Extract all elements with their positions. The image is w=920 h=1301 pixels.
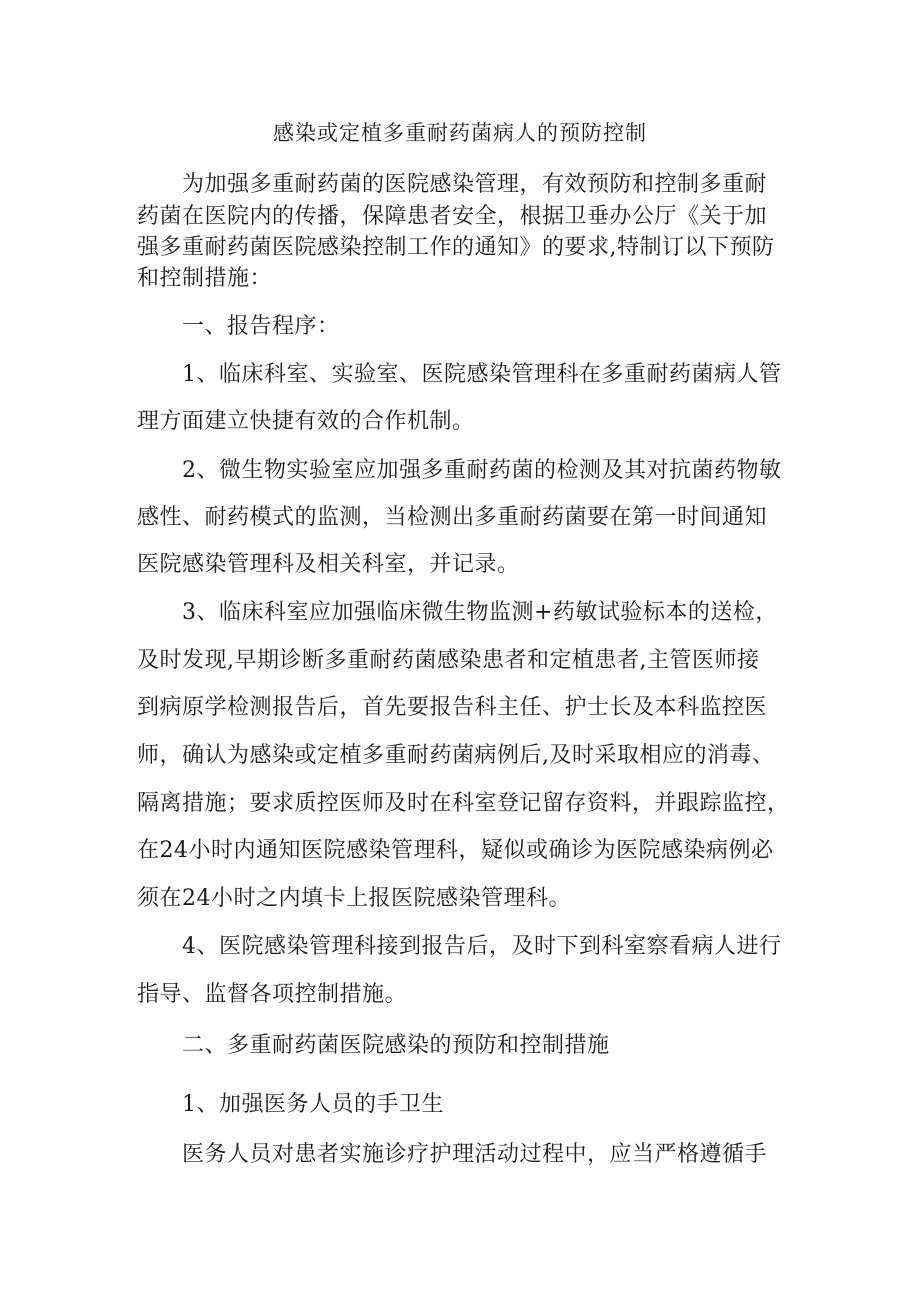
item-3-line-5: 隔离措施；要求质控医师及时在科室登记留存资料，并跟踪监控， (137, 791, 790, 816)
item-3-line-2: 及时发现,早期诊断多重耐药菌感染患者和定植患者,主管医师接 (137, 648, 760, 673)
item-4-line-1: 4、医院感染管理科接到报告后，及时下到科室察看病人进行 (182, 934, 782, 959)
item-3-line-1: 3、临床科室应加强临床微生物监测+药敏试验标本的送检， (182, 600, 778, 625)
subsection-1-heading: 1、加强医务人员的手卫生 (182, 1092, 444, 1117)
intro-line-1: 为加强多重耐药菌的医院感染管理，有效预防和控制多重耐 (182, 172, 768, 197)
intro-line-4: 和控制措施： (137, 266, 273, 291)
document-title: 感染或定植多重耐药菌病人的预防控制 (273, 121, 647, 145)
intro-line-2: 药菌在医院内的传播，保障患者安全，根据卫垂办公厅《关于加 (137, 204, 768, 229)
item-1-line-2: 理方面建立快捷有效的合作机制。 (137, 409, 475, 434)
item-4-line-2: 指导、监督各项控制措施。 (137, 982, 408, 1007)
item-1-line-1: 1、临床科室、实验室、医院感染管理科在多重耐药菌病人管 (182, 362, 782, 387)
item-3-line-4: 师，确认为感染或定植多重耐药菌病例后,及时采取相应的消毒、 (137, 743, 775, 768)
item-3-line-7: 须在24小时之内填卡上报医院感染管理科。 (137, 886, 571, 911)
item-3-line-3: 到病原学检测报告后，首先要报告科主任、护士长及本科监控医 (137, 695, 768, 720)
section-2-heading: 二、多重耐药菌医院感染的预防和控制措施 (182, 1033, 610, 1058)
subsection-1-line-1: 医务人员对患者实施诊疗护理活动过程中，应当严格遵循手 (182, 1142, 768, 1167)
item-2-line-3: 医院感染管理科及相关科室，并记录。 (137, 552, 520, 577)
item-3-line-6: 在24小时内通知医院感染管理科，疑似或确诊为医院感染病例必 (137, 838, 774, 863)
intro-line-3: 强多重耐药菌医院感染控制工作的通知》的要求,特制订以下预防 (137, 235, 775, 260)
item-2-line-2: 感性、耐药模式的监测，当检测出多重耐药菌要在第一时间通知 (137, 505, 768, 530)
item-2-line-1: 2、微生物实验室应加强多重耐药菌的检测及其对抗菌药物敏 (182, 458, 782, 483)
section-1-heading: 一、报告程序： (182, 314, 340, 339)
